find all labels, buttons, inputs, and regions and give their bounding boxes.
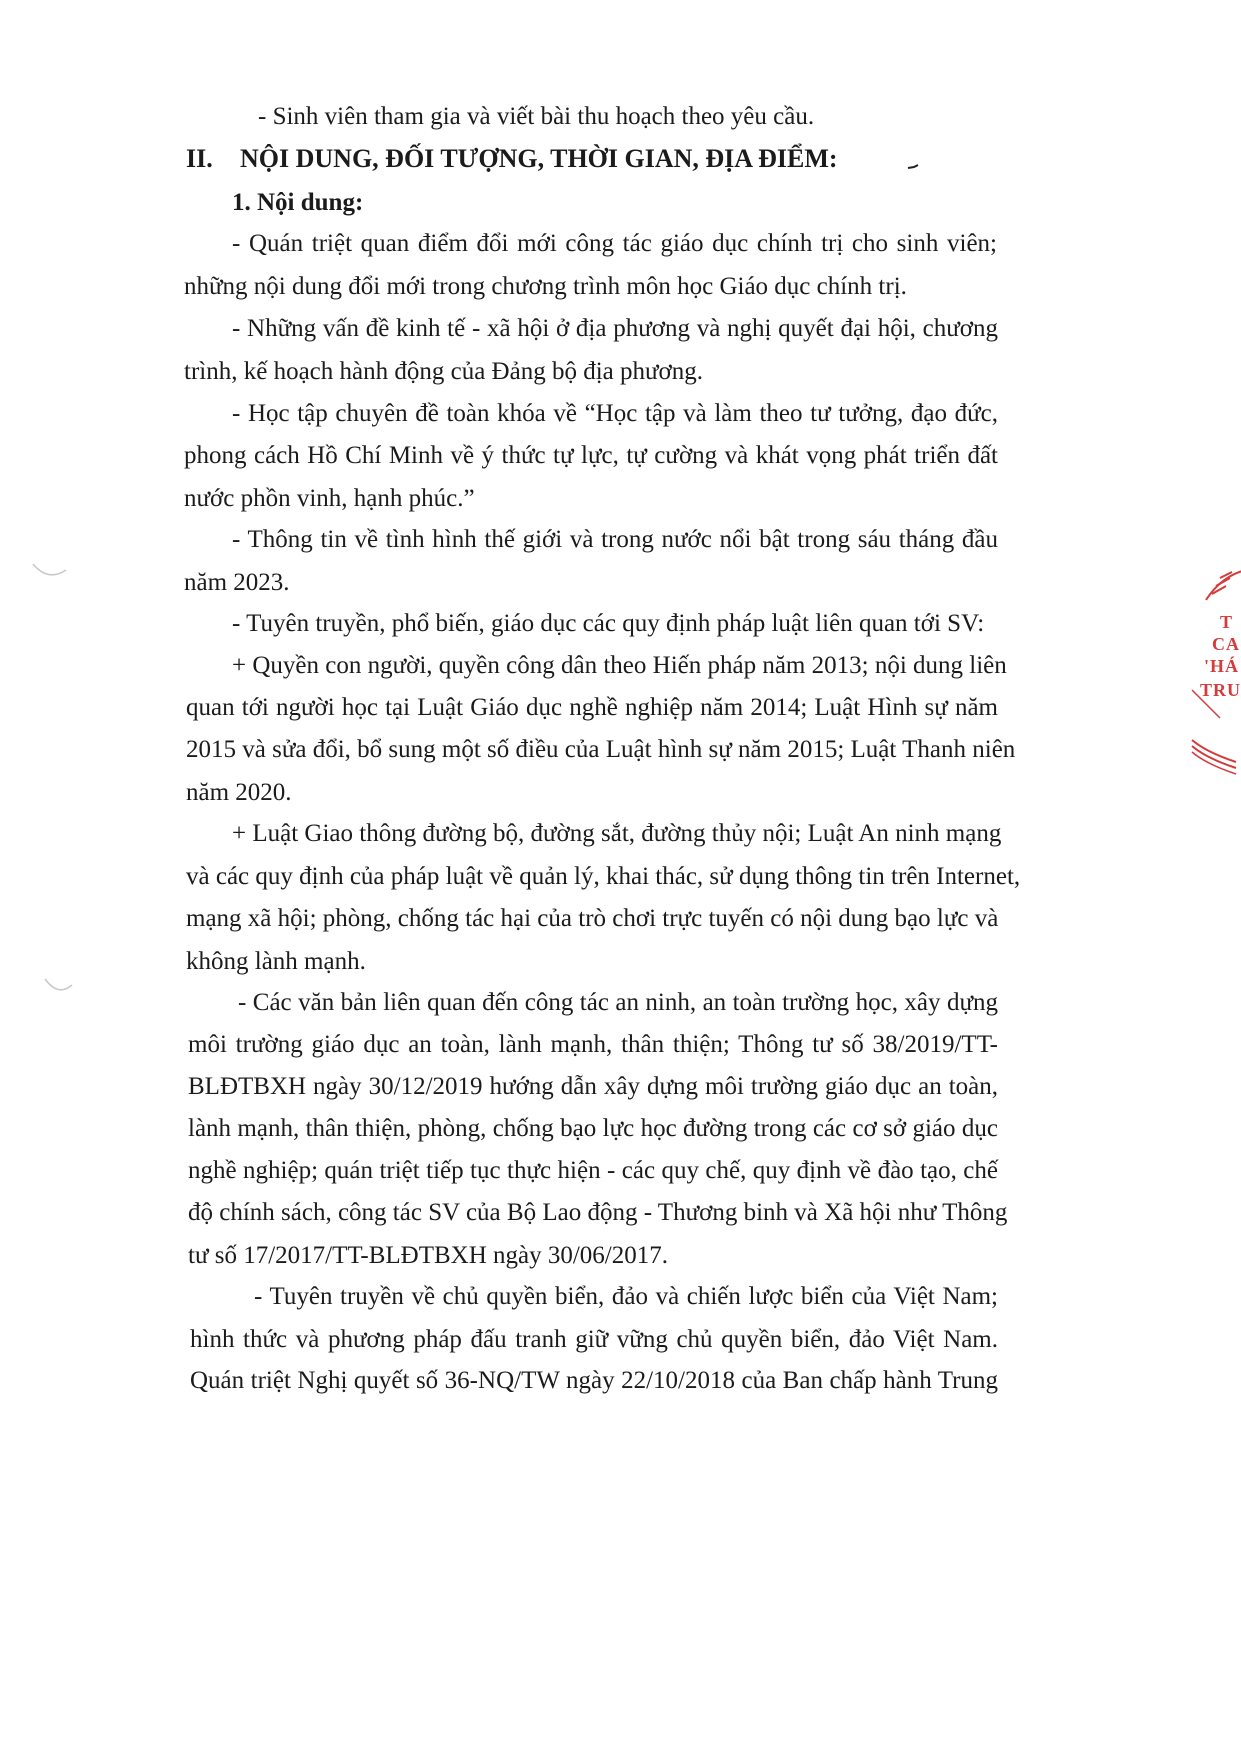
text-line: quan tới người học tại Luật Giáo dục nghề nghiệp năm 2014; Luật Hình sự năm: [186, 694, 998, 721]
text-line: BLĐTBXH ngày 30/12/2019 hướng dẫn xây dựng môi trường giáo dục an toàn,: [188, 1073, 998, 1100]
text-line: những nội dung đổi mới trong chương trình môn học Giáo dục chính trị.: [184, 273, 907, 300]
text-line: trình, kế hoạch hành động của Đảng bộ địa phương.: [184, 358, 704, 385]
seal-text-fragment: T: [1220, 612, 1234, 632]
text-line: không lành mạnh.: [186, 948, 366, 975]
seal-text-fragment: TRU: [1200, 680, 1241, 700]
section-title: NỘI DUNG, ĐỐI TƯỢNG, THỜI GIAN, ĐỊA ĐIỂM:: [240, 144, 838, 173]
seal-text-fragment: 'HÁ: [1204, 656, 1240, 676]
text-line: - Sinh viên tham gia và viết bài thu hoạch theo yêu cầu.: [258, 103, 815, 130]
text-line: Quán triệt Nghị quyết số 36-NQ/TW ngày 22/10/2018 của Ban chấp hành Trung: [190, 1367, 998, 1394]
subsection-heading: 1. Nội dung:: [232, 189, 364, 216]
text-line: - Những vấn đề kinh tế - xã hội ở địa phương và nghị quyết đại hội, chương: [232, 315, 998, 342]
text-line: môi trường giáo dục an toàn, lành mạnh, thân thiện; Thông tư số 38/2019/TT-: [188, 1031, 998, 1058]
text-line: + Luật Giao thông đường bộ, đường sắt, đường thủy nội; Luật An ninh mạng: [232, 820, 1002, 847]
section-number: II.: [186, 144, 213, 173]
text-line: - Thông tin về tình hình thế giới và trong nước nổi bật trong sáu tháng đầu: [232, 526, 998, 553]
punch-hole-mark-icon: [30, 560, 70, 582]
text-line: mạng xã hội; phòng, chống tác hại của trò chơi trực tuyến có nội dung bạo lực và: [186, 905, 999, 932]
text-line: - Quán triệt quan điểm đổi mới công tác giáo dục chính trị cho sinh viên;: [232, 230, 997, 257]
text-line: nghề nghiệp; quán triệt tiếp tục thực hiện - các quy chế, quy định về đào tạo, chế: [188, 1157, 998, 1184]
text-line: độ chính sách, công tác SV của Bộ Lao động - Thương binh và Xã hội như Thông: [188, 1199, 1008, 1226]
text-line: phong cách Hồ Chí Minh về ý thức tự lực, tự cường và khát vọng phát triển đất: [184, 442, 998, 469]
text-line: năm 2020.: [186, 779, 292, 806]
text-line: - Các văn bản liên quan đến công tác an ninh, an toàn trường học, xây dựng: [238, 989, 998, 1016]
section-heading: [186, 144, 886, 174]
text-line: và các quy định của pháp luật về quản lý, khai thác, sử dụng thông tin trên Internet,: [186, 863, 1021, 890]
text-line: hình thức và phương pháp đấu tranh giữ vững chủ quyền biển, đảo Việt Nam.: [190, 1326, 998, 1353]
text-line: năm 2023.: [184, 569, 290, 596]
text-line: - Tuyên truyền, phổ biến, giáo dục các quy định pháp luật liên quan tới SV:: [232, 610, 985, 637]
text-line: - Tuyên truyền về chủ quyền biển, đảo và chiến lược biển của Việt Nam;: [254, 1283, 998, 1310]
text-line: - Học tập chuyên đề toàn khóa về “Học tập và làm theo tư tưởng, đạo đức,: [232, 400, 998, 427]
text-line: tư số 17/2017/TT-BLĐTBXH ngày 30/06/2017.: [188, 1242, 668, 1269]
text-line: nước phồn vinh, hạnh phúc.”: [184, 485, 475, 512]
text-line: lành mạnh, thân thiện, phòng, chống bạo lực học đường trong các cơ sở giáo dục: [188, 1115, 998, 1142]
ink-mark-icon: [906, 162, 920, 172]
punch-hole-mark-icon: [42, 975, 76, 997]
seal-stamp: [1192, 612, 1241, 830]
text-line: 2015 và sửa đổi, bổ sung một số điều của Luật hình sự năm 2015; Luật Thanh niên: [186, 736, 1016, 763]
text-line: + Quyền con người, quyền công dân theo Hiến pháp năm 2013; nội dung liên: [232, 652, 1007, 679]
seal-text-fragment: CA: [1212, 634, 1240, 654]
